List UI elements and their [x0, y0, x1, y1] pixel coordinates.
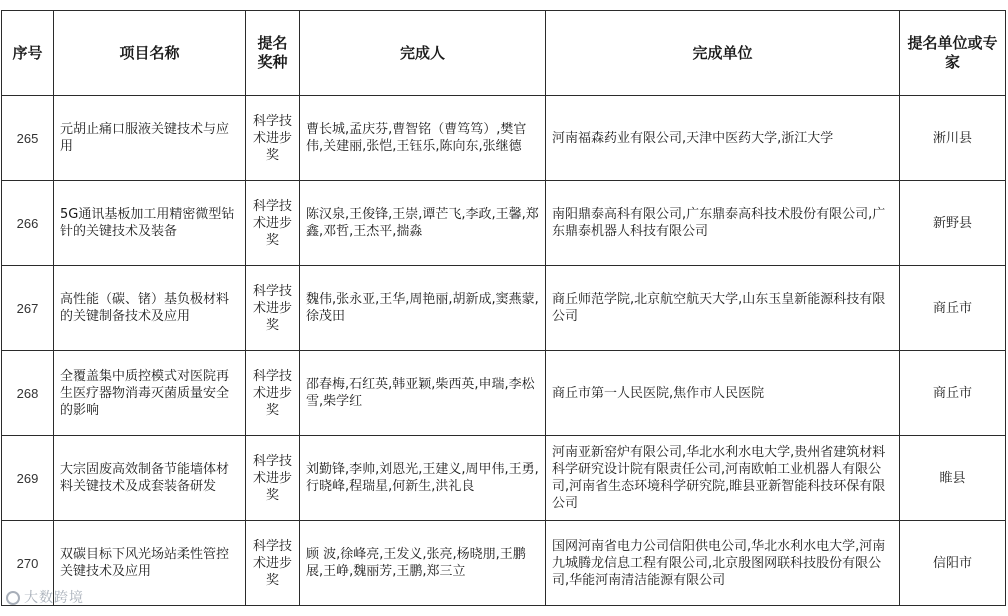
header-people: 完成人	[300, 11, 546, 96]
cell-index: 269	[2, 436, 54, 521]
table-row	[2, 266, 1006, 351]
cell-units: 南阳鼎泰高科有限公司,广东鼎泰高科技术股份有限公司,广东鼎泰机器人科技有限公司	[546, 181, 900, 266]
cell-award: 科学技术进步奖	[246, 266, 300, 351]
cell-units: 商丘市第一人民医院,焦作市人民医院	[546, 351, 900, 436]
table-header-row	[2, 11, 1006, 96]
cell-units: 河南亚新窑炉有限公司,华北水利水电大学,贵州省建筑材料科学研究设计院有限责任公司,河南欧帕工业机器人有限公司,河南省生态环境科学研究院,睢县亚新智能科技环保有限公司	[546, 436, 900, 521]
awards-table	[1, 10, 1006, 606]
cell-units: 国网河南省电力公司信阳供电公司,华北水利水电大学,河南九城腾龙信息工程有限公司,北京殷图网联科技股份有限公司,华能河南清洁能源有限公司	[546, 521, 900, 606]
cell-nominator: 睢县	[900, 436, 1006, 521]
watermark-logo-icon	[6, 591, 20, 605]
cell-nominator: 淅川县	[900, 96, 1006, 181]
cell-award: 科学技术进步奖	[246, 181, 300, 266]
table-row	[2, 96, 1006, 181]
cell-people: 陈汉泉,王俊锋,王崇,谭芒飞,李政,王馨,郑鑫,邓哲,王杰平,揣淼	[300, 181, 546, 266]
cell-project: 大宗固废高效制备节能墙体材料关键技术及成套装备研发	[54, 436, 246, 521]
cell-index: 266	[2, 181, 54, 266]
cell-index: 265	[2, 96, 54, 181]
cell-people: 邵春梅,石红英,韩亚颖,柴西英,申瑞,李松雪,柴学红	[300, 351, 546, 436]
cell-people: 顾 波,徐峰亮,王发义,张亮,杨晓朋,王鹏展,王峥,魏丽芳,王鹏,郑三立	[300, 521, 546, 606]
watermark-text: 大数跨境	[24, 590, 84, 606]
table-row	[2, 351, 1006, 436]
cell-index: 268	[2, 351, 54, 436]
watermark	[6, 587, 84, 607]
cell-nominator: 商丘市	[900, 351, 1006, 436]
table-row	[2, 521, 1006, 606]
cell-project: 全覆盖集中质控模式对医院再生医疗器物消毒灭菌质量安全的影响	[54, 351, 246, 436]
cell-award: 科学技术进步奖	[246, 96, 300, 181]
cell-units: 商丘师范学院,北京航空航天大学,山东玉皇新能源科技有限公司	[546, 266, 900, 351]
cell-nominator: 商丘市	[900, 266, 1006, 351]
cell-units: 河南福森药业有限公司,天津中医药大学,浙江大学	[546, 96, 900, 181]
cell-project: 5G通讯基板加工用精密微型钻针的关键技术及装备	[54, 181, 246, 266]
cell-people: 曹长城,孟庆芬,曹智铭（曹笃笃）,樊官伟,关建丽,张恺,王钰乐,陈向东,张继德	[300, 96, 546, 181]
cell-project: 双碳目标下风光场站柔性管控关键技术及应用	[54, 521, 246, 606]
cell-award: 科学技术进步奖	[246, 436, 300, 521]
cell-nominator: 新野县	[900, 181, 1006, 266]
cell-index: 267	[2, 266, 54, 351]
header-units: 完成单位	[546, 11, 900, 96]
header-award: 提名奖种	[246, 11, 300, 96]
table-row	[2, 436, 1006, 521]
table-row	[2, 181, 1006, 266]
cell-people: 刘勤锋,李帅,刘恩光,王建义,周甲伟,王勇,行晓峰,程瑞星,何新生,洪礼良	[300, 436, 546, 521]
header-project: 项目名称	[54, 11, 246, 96]
cell-project: 高性能（碳、锗）基负极材料的关键制备技术及应用	[54, 266, 246, 351]
header-nominator: 提名单位或专家	[900, 11, 1006, 96]
cell-index: 270	[2, 521, 54, 606]
cell-award: 科学技术进步奖	[246, 521, 300, 606]
cell-award: 科学技术进步奖	[246, 351, 300, 436]
cell-project: 元胡止痛口服液关键技术与应用	[54, 96, 246, 181]
cell-nominator: 信阳市	[900, 521, 1006, 606]
cell-people: 魏伟,张永亚,王华,周艳丽,胡新成,窦燕蒙,徐茂田	[300, 266, 546, 351]
header-index: 序号	[2, 11, 54, 96]
